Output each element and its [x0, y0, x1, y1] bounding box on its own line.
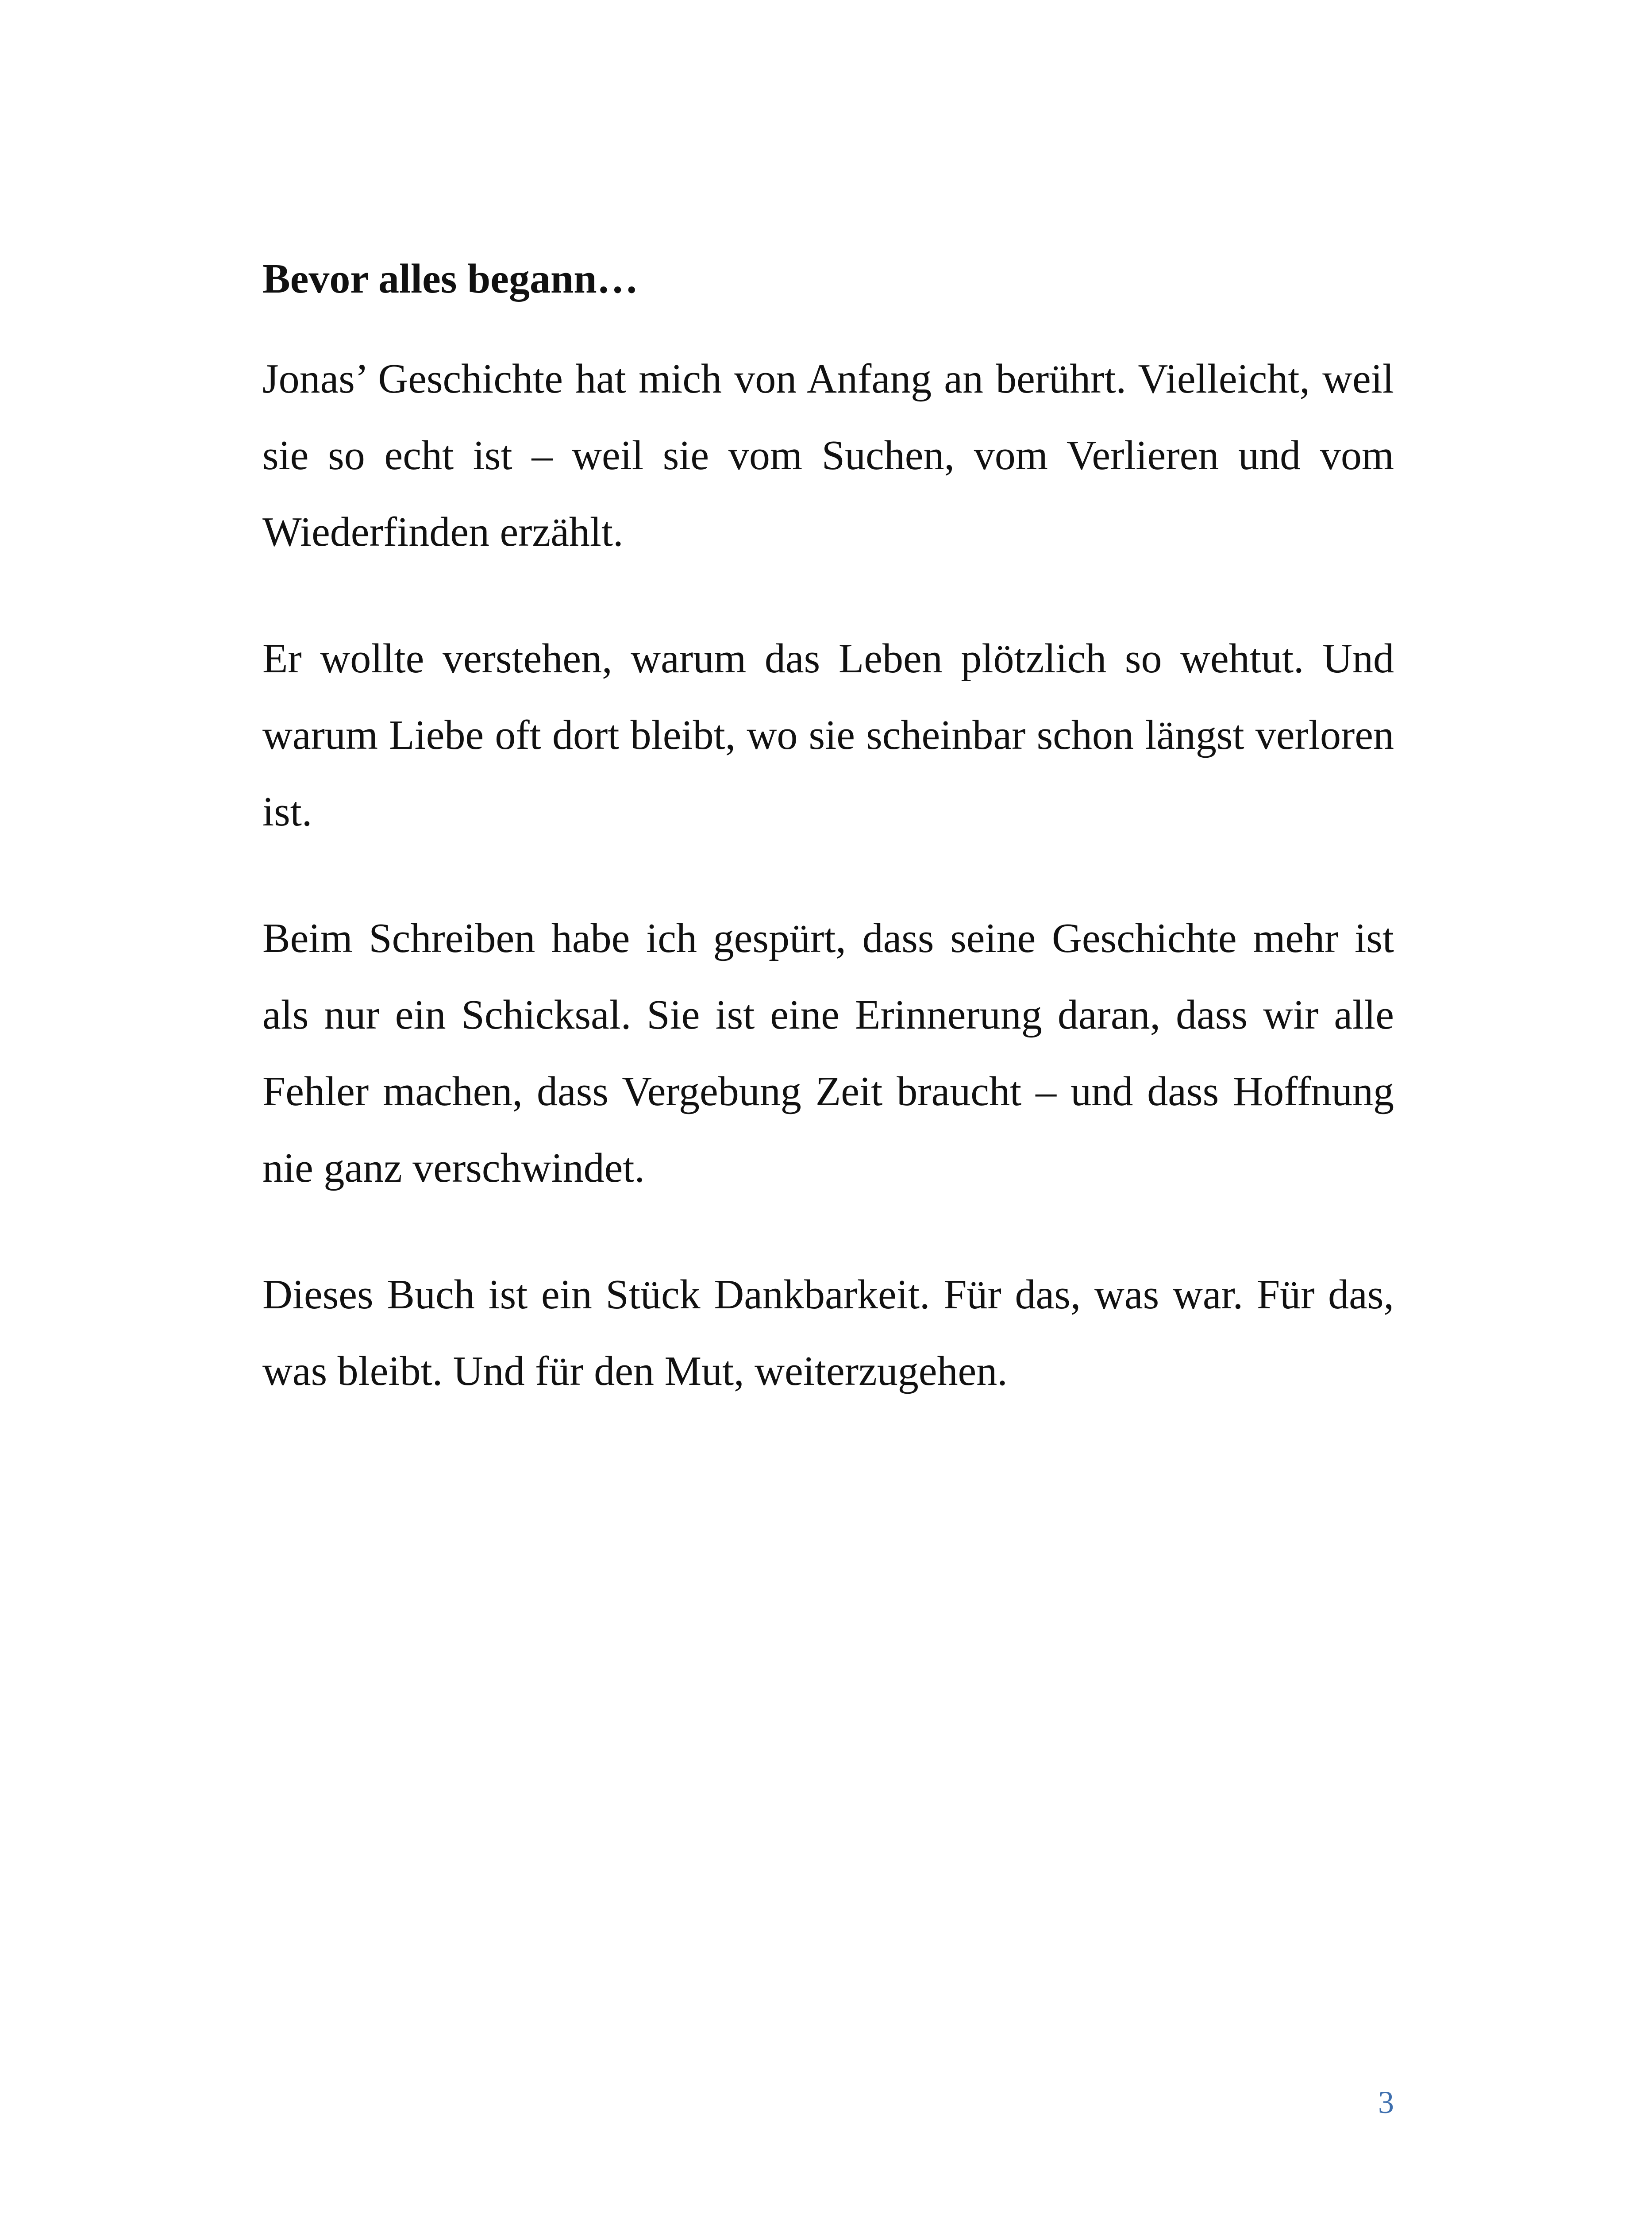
page-body	[262, 248, 1394, 1410]
page-number: 3	[1378, 2085, 1394, 2120]
paragraph-1: Jonas’ Geschichte hat mich von Anfang an berührt. Vielleicht, weil sie so echt ist – weil sie vom Suchen, vom Verlieren und vom Wiederfinden erzählt.	[262, 356, 1394, 555]
paragraph-2: Er wollte verstehen, warum das Leben plötzlich so wehtut. Und warum Liebe oft dort bleibt, wo sie scheinbar schon längst verloren ist.	[262, 636, 1394, 835]
section-heading: Bevor alles begann…	[262, 256, 639, 302]
paragraph-3: Beim Schreiben habe ich gespürt, dass seine Geschichte mehr ist als nur ein Schicksal. Sie ist eine Erinnerung daran, dass wir alle Fehler machen, dass Vergebung Zeit braucht – und dass Hoffnung nie ganz verschwindet.	[262, 915, 1394, 1191]
paragraph-4: Dieses Buch ist ein Stück Dankbarkeit. Für das, was war. Für das, was bleibt. Und für den Mut, weiterzugehen.	[262, 1272, 1394, 1394]
